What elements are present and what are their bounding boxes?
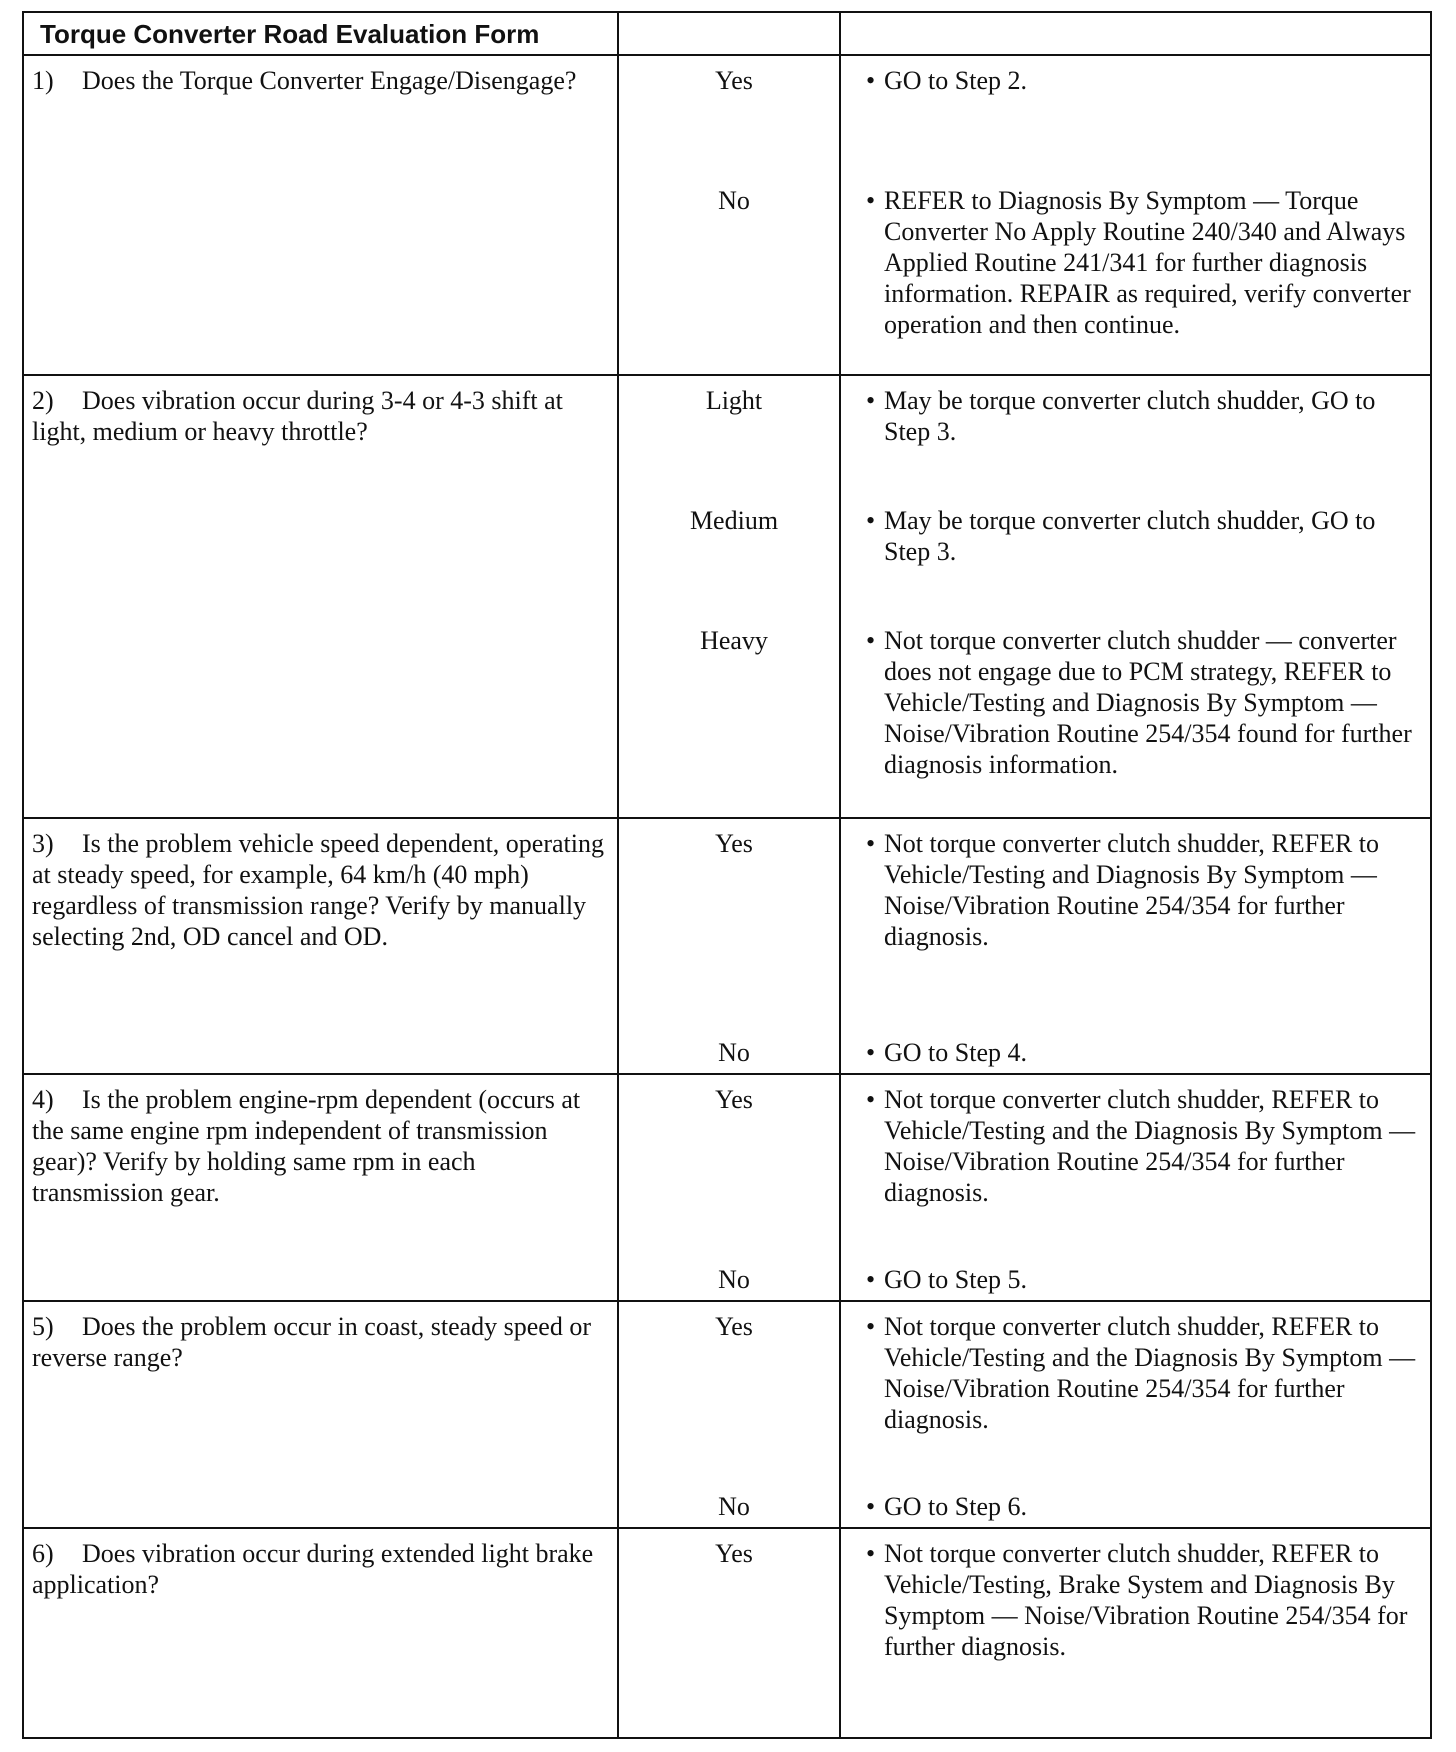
step-4-answer-no: No <box>718 1265 750 1294</box>
row-divider <box>24 1300 1430 1302</box>
step-number: 5) <box>32 1312 54 1341</box>
step-number: 3) <box>32 829 54 858</box>
step-3-action-yes <box>854 828 1424 952</box>
step-2-question <box>32 385 612 447</box>
step-2-action-light <box>854 385 1424 447</box>
row-divider <box>24 54 1430 56</box>
evaluation-form-table <box>22 11 1432 1739</box>
step-3-answer-no: No <box>718 1038 750 1067</box>
step-1-answer-yes: Yes <box>715 66 753 95</box>
bullet: • <box>866 1038 876 1067</box>
action-text: Not torque converter clutch shudder, REFER to Vehicle/Testing and Diagnosis By Symptom — Noise/Vibration Routine 254/354 for further diagnosis. <box>884 829 1380 951</box>
step-2-action-medium <box>854 505 1424 567</box>
step-6-action-yes <box>854 1538 1424 1662</box>
step-number: 6) <box>32 1539 54 1568</box>
action-text: GO to Step 5. <box>884 1265 1027 1294</box>
step-4-action-no <box>854 1264 1424 1295</box>
row-divider <box>24 1073 1430 1075</box>
bullet: • <box>866 66 876 95</box>
step-2-answer-medium: Medium <box>689 506 779 535</box>
step-2-answer-heavy: Heavy <box>700 626 768 655</box>
action-text: REFER to Diagnosis By Symptom — Torque Converter No Apply Routine 240/340 and Always Applied Routine 241/341 for further diagnosis information. REPAIR as required, verify converter operation and then continue. <box>884 186 1411 339</box>
action-text: Not torque converter clutch shudder — converter does not engage due to PCM strategy, REFER to Vehicle/Testing and Diagnosis By Symptom — Noise/Vibration Routine 254/354 found for further diagnosis information. <box>884 626 1412 779</box>
action-text: Not torque converter clutch shudder, REFER to Vehicle/Testing and the Diagnosis By Symptom — Noise/Vibration Routine 254/354 for further diagnosis. <box>884 1085 1416 1207</box>
step-3-action-no <box>854 1037 1424 1068</box>
step-3-answer-yes: Yes <box>715 829 753 858</box>
bullet: • <box>866 186 876 215</box>
bullet: • <box>866 1492 876 1521</box>
step-number: 1) <box>32 66 54 95</box>
bullet: • <box>866 1539 876 1568</box>
bullet: • <box>866 1265 876 1294</box>
bullet: • <box>866 626 876 655</box>
bullet: • <box>866 1312 876 1341</box>
step-4-question <box>32 1084 612 1208</box>
step-5-answer-yes: Yes <box>715 1312 753 1341</box>
row-divider <box>24 817 1430 819</box>
step-5-action-yes <box>854 1311 1424 1435</box>
action-text: GO to Step 6. <box>884 1492 1027 1521</box>
action-text: Not torque converter clutch shudder, REFER to Vehicle/Testing and the Diagnosis By Symptom — Noise/Vibration Routine 254/354 for further diagnosis. <box>884 1312 1416 1434</box>
step-6-question <box>32 1538 612 1600</box>
step-number: 2) <box>32 386 54 415</box>
question-text: Does vibration occur during extended light brake application? <box>32 1539 594 1599</box>
step-5-action-no <box>854 1491 1424 1522</box>
step-2-answer-light: Light <box>705 386 763 415</box>
step-1-action-yes <box>854 65 1424 96</box>
action-text: GO to Step 2. <box>884 66 1027 95</box>
question-text: Does the Torque Converter Engage/Disengage? <box>82 66 577 95</box>
step-5-answer-no: No <box>718 1492 750 1521</box>
step-3-question <box>32 828 612 952</box>
question-text: Is the problem engine-rpm dependent (occurs at the same engine rpm independent of transmission gear)? Verify by holding same rpm in each transmission gear. <box>32 1085 581 1207</box>
question-text: Does vibration occur during 3-4 or 4-3 shift at light, medium or heavy throttle? <box>32 386 563 446</box>
column-divider <box>617 13 619 1737</box>
step-5-question <box>32 1311 612 1373</box>
bullet: • <box>866 506 876 535</box>
bullet: • <box>866 829 876 858</box>
action-text: Not torque converter clutch shudder, REFER to Vehicle/Testing, Brake System and Diagnosis By Symptom — Noise/Vibration Routine 254/354 for further diagnosis. <box>884 1539 1408 1661</box>
action-text: May be torque converter clutch shudder, GO to Step 3. <box>884 386 1376 446</box>
action-text: GO to Step 4. <box>884 1038 1027 1067</box>
action-text: May be torque converter clutch shudder, GO to Step 3. <box>884 506 1376 566</box>
step-1-question <box>32 65 612 96</box>
column-divider <box>839 13 841 1737</box>
row-divider <box>24 1527 1430 1529</box>
form-title: Torque Converter Road Evaluation Form <box>40 19 540 49</box>
question-text: Is the problem vehicle speed dependent, operating at steady speed, for example, 64 km/h (40 mph) regardless of transmission range? Verify by manually selecting 2nd, OD cancel and OD. <box>32 829 604 951</box>
step-1-action-no <box>854 185 1424 340</box>
step-number: 4) <box>32 1085 54 1114</box>
bullet: • <box>866 386 876 415</box>
question-text: Does the problem occur in coast, steady speed or reverse range? <box>32 1312 592 1372</box>
row-divider <box>24 374 1430 376</box>
step-4-action-yes <box>854 1084 1424 1208</box>
step-6-answer-yes: Yes <box>715 1539 753 1568</box>
step-2-action-heavy <box>854 625 1424 780</box>
step-1-answer-no: No <box>718 186 750 215</box>
bullet: • <box>866 1085 876 1114</box>
step-4-answer-yes: Yes <box>715 1085 753 1114</box>
